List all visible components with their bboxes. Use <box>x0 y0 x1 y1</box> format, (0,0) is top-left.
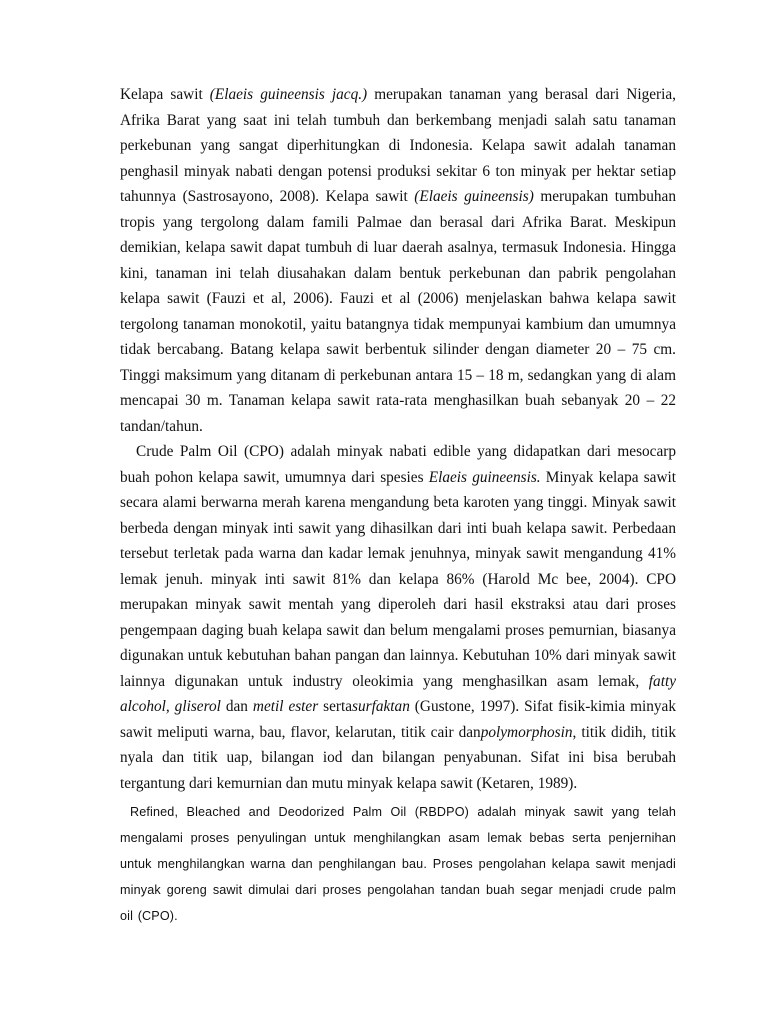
p2-text-6: , titik didih, titik nyala dan titik uap, bilangan iod dan bilangan penyabunan. Sifat ini bisa berubah tergantung dari kemurnian dan mutu minyak kelapa sawit (Ketaren, 1989). <box>120 723 676 792</box>
p2-text-5: (Gustone, 1997). Sifat fisik-kimia minyak sawit meliputi warna, bau, flavor, kelarutan, titik cair dan <box>120 698 676 741</box>
p2-italic-polymorphosin: polymorphosin <box>480 723 573 741</box>
p1-text-2: merupakan tanaman yang berasal dari Nigeria, Afrika Barat yang saat ini telah tumbuh dan berkembang menjadi salah satu tanaman perkebunan yang sangat diperhitungkan di Indonesia. Kelapa sawit adalah tanaman penghasil minyak nabati dengan potensi produksi sekitar 6 ton minyak per hektar setiap tahunnya (Sastrosayono, 2008). Kelapa sawit <box>120 86 676 205</box>
p1-latin-name-1: (Elaeis guineensis jacq.) <box>209 86 368 103</box>
paragraph-kelapa-sawit <box>120 82 676 439</box>
p2-italic-metil-ester: metil ester <box>252 698 319 715</box>
p2-italic-surfaktan: surfaktan <box>352 698 410 715</box>
p2-text-2: Minyak kelapa sawit secara alami berwarna merah karena mengandung beta karoten yang tinggi. Minyak sawit berbeda dengan minyak inti sawit yang dihasilkan dari inti buah kelapa sawit. Perbedaan tersebut terletak pada warna dan kadar lemak jenuhnya, minyak sawit mengandung 41% lemak jenuh. minyak inti sawit 81% dan kelapa 86% (Harold Mc bee, 2004). CPO merupakan minyak sawit mentah yang diperoleh dari hasil ekstraksi atau dari proses pengempaan daging buah kelapa sawit dan belum mengalami proses pemurnian, biasanya digunakan untuk kebutuhan bahan pangan dan lainnya. Kebutuhan 10% dari minyak sawit lainnya digunakan untuk industry oleokimia yang menghasilkan asam lemak, <box>120 468 676 690</box>
p2-text-1: Crude Palm Oil (CPO) adalah minyak nabati edible yang didapatkan dari mesocarp buah pohon kelapa sawit, umumnya dari spesies <box>120 443 676 486</box>
p2-latin-name: Elaeis guineensis. <box>428 468 541 486</box>
p2-text-3: dan <box>220 698 253 715</box>
p2-text-4: serta <box>318 698 353 715</box>
p1-text-3: merupakan tumbuhan tropis yang tergolong dalam famili Palmae dan berasal dari Afrika Barat. Meskipun demikian, kelapa sawit dapat tumbuh di luar daerah asalnya, termasuk Indonesia. Hingga kini, tanaman ini telah diusahakan dalam bentuk perkebunan dan pabrik pengolahan kelapa sawit (Fauzi et al, 2006). Fauzi et al (2006) menjelaskan bahwa kelapa sawit tergolong tanaman monokotil, yaitu batangnya tidak mempunyai kambium dan umumnya tidak bercabang. Batang kelapa sawit berbentuk silinder dengan diameter 20 – 75 cm. Tinggi maksimum yang ditanam di perkebunan antara 15 – 18 m, sedangkan yang di alam mencapai 30 m. Tanaman kelapa sawit rata-rata menghasilkan buah sebanyak 20 – 22 tandan/tahun. <box>120 188 676 435</box>
document-body <box>120 82 676 929</box>
p1-text-1: Kelapa sawit <box>120 86 210 103</box>
p3-text: Refined, Bleached and Deodorized Palm Oil (RBDPO) adalah minyak sawit yang telah mengalami proses penyulingan untuk menghilangkan asam lemak bebas serta penjernihan untuk menghilangkan warna dan penghilangan bau. Proses pengolahan kelapa sawit menjadi minyak goreng sawit dimulai dari proses pengolahan tandan buah segar menjadi crude palm oil (CPO). <box>120 805 676 923</box>
paragraph-rbdpo <box>120 799 676 929</box>
p2-italic-fatty-alcohol: fatty alcohol, gliserol <box>120 672 676 715</box>
paragraph-crude-palm-oil <box>120 439 676 796</box>
p1-latin-name-2: (Elaeis guineensis) <box>414 188 534 205</box>
